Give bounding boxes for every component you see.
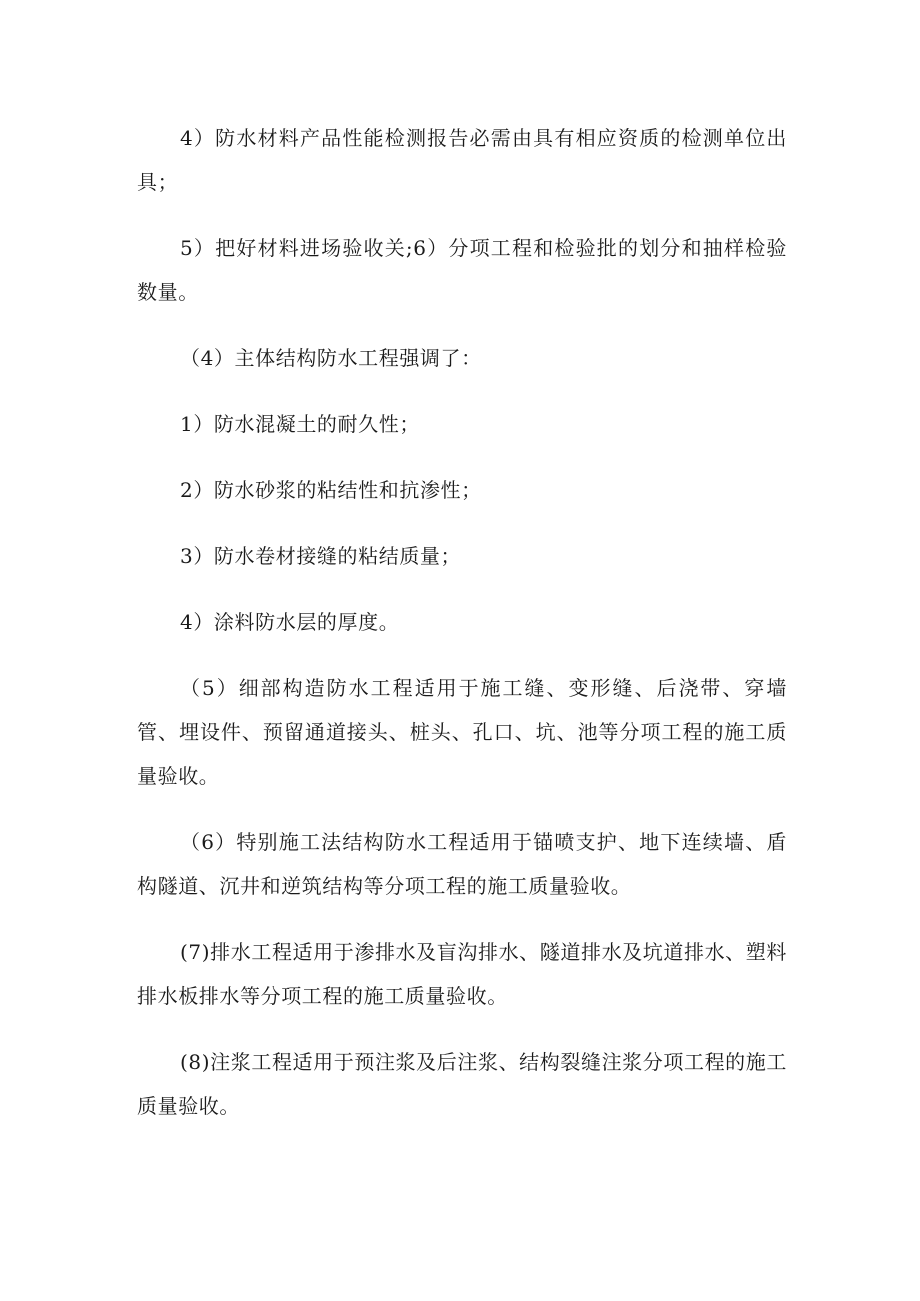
paragraph-main-structure-heading: （4）主体结构防水工程强调了： <box>180 346 482 370</box>
paragraph-drainage-works: (7)排水工程适用于渗排水及盲沟排水、隧道排水及坑道排水、塑料排水板排水等分项工程的施工质量验收。 <box>137 940 787 1008</box>
paragraph-material-test-report: 4）防水材料产品性能检测报告必需由具有相应资质的检测单位出具； <box>137 126 787 194</box>
paragraph-coating-thickness: 4）涂料防水层的厚度。 <box>180 610 400 634</box>
paragraph-grouting-works: (8)注浆工程适用于预注浆及后注浆、结构裂缝注浆分项工程的施工质量验收。 <box>137 1050 787 1118</box>
paragraph-mortar-bonding: 2）防水砂浆的粘结性和抗渗性； <box>180 478 482 502</box>
paragraph-special-construction: （6）特别施工法结构防水工程适用于锚喷支护、地下连续墙、盾构隧道、沉井和逆筑结构等分项工程的施工质量验收。 <box>137 830 787 898</box>
paragraph-concrete-durability: 1）防水混凝土的耐久性； <box>180 412 420 436</box>
paragraph-membrane-seam: 3）防水卷材接缝的粘结质量； <box>180 544 462 568</box>
document-body <box>137 116 787 1150</box>
paragraph-detail-construction: （5）细部构造防水工程适用于施工缝、变形缝、后浇带、穿墙管、埋设件、预留通道接头、桩头、孔口、坑、池等分项工程的施工质量验收。 <box>137 676 787 788</box>
paragraph-material-acceptance: 5）把好材料进场验收关;6）分项工程和检验批的划分和抽样检验数量。 <box>137 236 787 304</box>
